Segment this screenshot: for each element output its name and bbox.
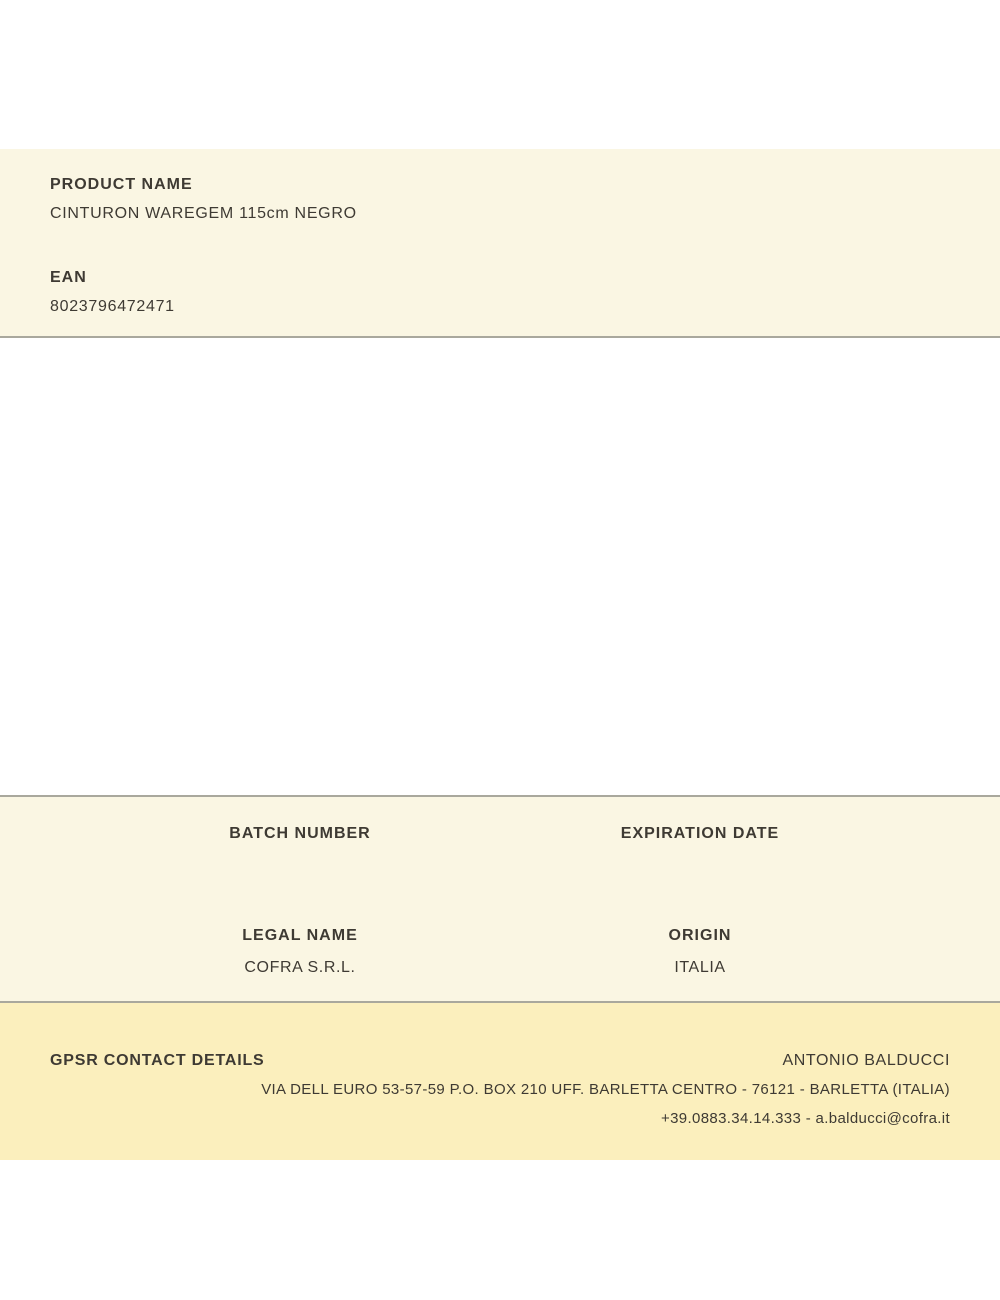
product-name-value: CINTURON WAREGEM 115cm NEGRO	[50, 205, 357, 222]
ean-field	[50, 268, 950, 317]
product-details-section	[0, 795, 1000, 1003]
product-info-section	[0, 149, 1000, 338]
contact-header-line	[50, 1046, 950, 1075]
expiration-date-label: EXPIRATION DATE	[620, 825, 780, 842]
origin-value: ITALIA	[674, 959, 726, 976]
batch-number-cell	[100, 824, 500, 856]
origin-label: ORIGIN	[668, 927, 732, 944]
product-name-label: PRODUCT NAME	[50, 176, 193, 193]
legal-origin-row	[100, 926, 900, 978]
top-whitespace	[0, 0, 1000, 149]
contact-address: VIA DELL EURO 53-57-59 P.O. BOX 210 UFF. BARLETTA CENTRO - 76121 - BARLETTA (ITALIA)	[261, 1081, 950, 1098]
batch-number-label: BATCH NUMBER	[229, 825, 371, 842]
product-image-area	[0, 338, 1000, 795]
gpsr-contact-section	[0, 1003, 1000, 1160]
contact-person-name: ANTONIO BALDUCCI	[782, 1052, 950, 1069]
ean-label: EAN	[50, 269, 87, 286]
origin-cell	[500, 926, 900, 978]
expiration-date-cell	[500, 824, 900, 856]
ean-value: 8023796472471	[50, 298, 175, 315]
legal-name-label: LEGAL NAME	[242, 927, 358, 944]
legal-name-cell	[100, 926, 500, 978]
product-name-field	[50, 175, 950, 224]
gpsr-contact-title: GPSR CONTACT DETAILS	[50, 1052, 265, 1069]
legal-name-value: COFRA S.R.L.	[244, 959, 356, 976]
batch-expiration-row	[100, 824, 900, 856]
contact-phone-email: +39.0883.34.14.333 - a.balducci@cofra.it	[661, 1110, 950, 1127]
